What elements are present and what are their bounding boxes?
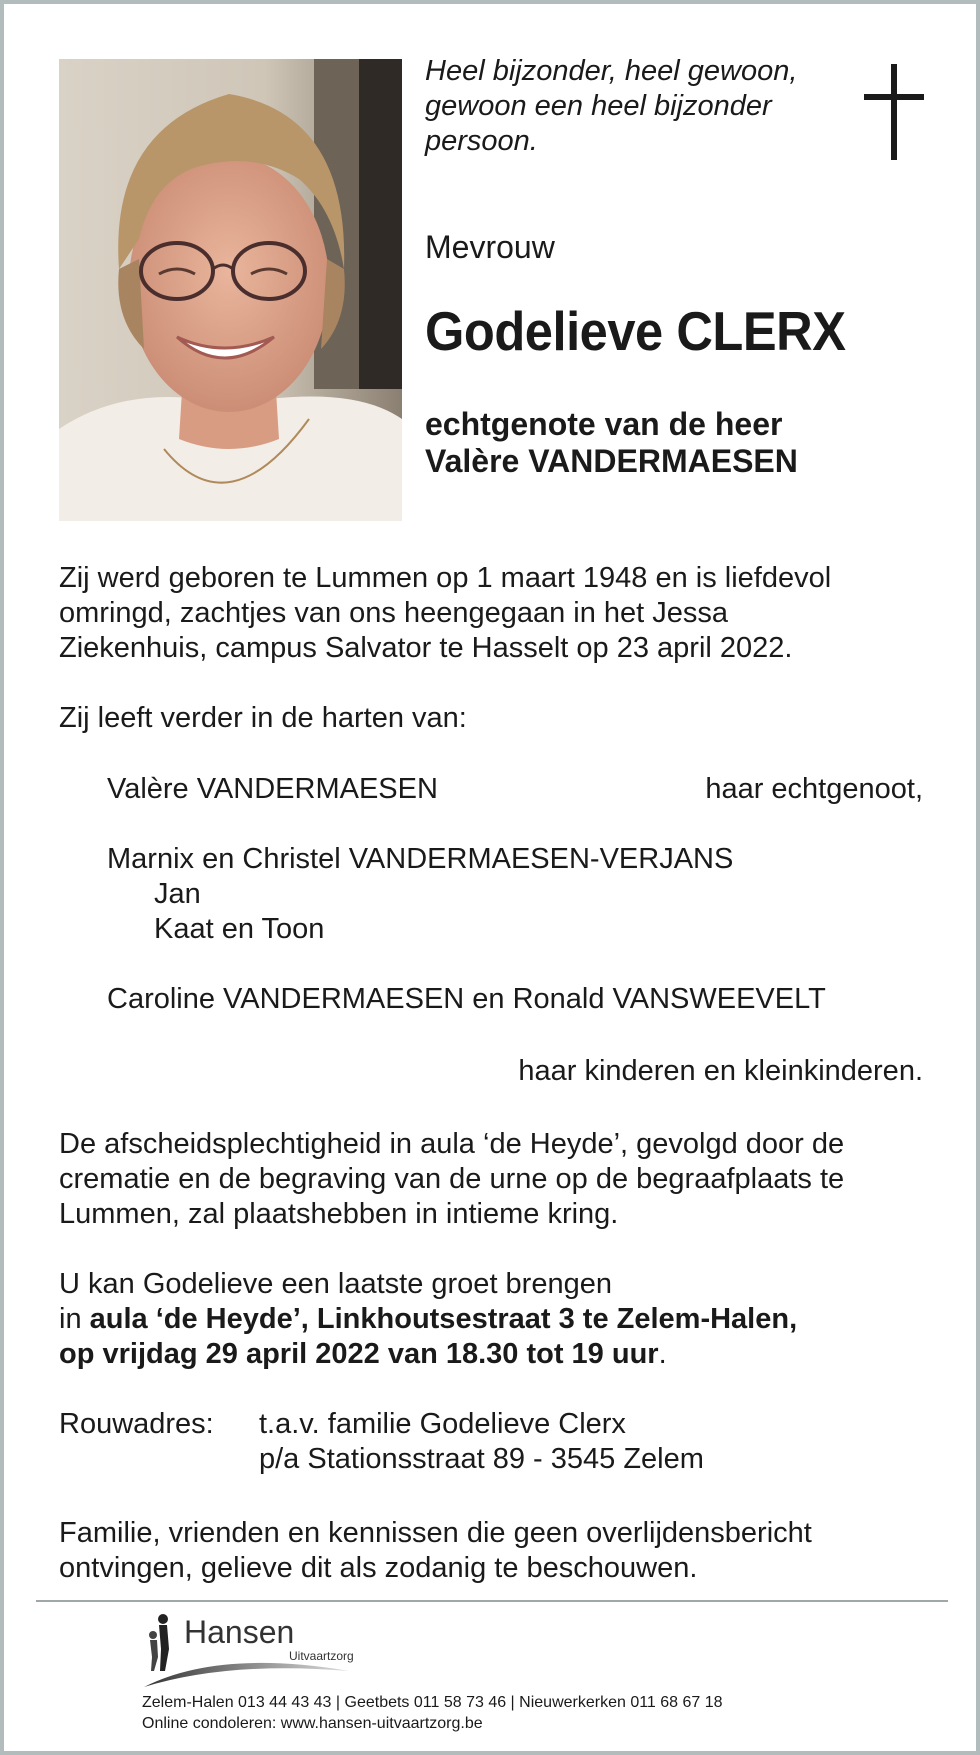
greeting-line: U kan Godelieve een laatste groet brengen — [59, 1268, 612, 1300]
grandchild: Kaat en Toon — [154, 913, 325, 945]
motto-line: Heel bijzonder, heel gewoon, — [425, 55, 798, 87]
spouse-name: Valère VANDERMAESEN — [425, 443, 798, 479]
husband-role: haar echtgenoot, — [705, 773, 923, 805]
portrait-illustration — [59, 59, 402, 521]
spouse-line — [425, 406, 798, 480]
cross-icon — [864, 64, 924, 164]
greeting-time: op vrijdag 29 april 2022 van 18.30 tot 19 uur — [59, 1338, 659, 1370]
title-prefix: Mevrouw — [425, 229, 555, 265]
spouse-relation: echtgenote van de heer — [425, 406, 783, 442]
footer-phones: Zelem-Halen 013 44 43 43 | Geetbets 011 58 73 46 | Nieuwerkerken 011 68 67 18 — [142, 1694, 723, 1711]
closing-line: ontvingen, gelieve dit als zodanig te beschouwen. — [59, 1552, 698, 1584]
footer-online-link[interactable]: Online condoleren: www.hansen-uitvaartzorg.be — [142, 1715, 483, 1732]
address-label: Rouwadres: — [59, 1408, 214, 1440]
children-role: haar kinderen en kleinkinderen. — [518, 1055, 923, 1087]
address-block — [259, 1407, 704, 1477]
address-line: p/a Stationsstraat 89 - 3545 Zelem — [259, 1443, 704, 1475]
child-couple: Marnix en Christel VANDERMAESEN-VERJANS — [107, 843, 734, 875]
footer-divider — [36, 1600, 948, 1602]
motto — [425, 54, 845, 159]
logo-subtitle: Uitvaartzorg — [289, 1649, 354, 1663]
grandchild: Jan — [154, 878, 201, 910]
intro-line: Ziekenhuis, campus Salvator te Hasselt op 23 april 2022. — [59, 632, 793, 664]
closing-paragraph — [59, 1516, 939, 1586]
greeting-suffix: . — [658, 1338, 667, 1370]
deceased-name: Godelieve CLERX — [425, 300, 846, 362]
greeting-paragraph — [59, 1267, 939, 1372]
intro-paragraph — [59, 561, 939, 666]
intro-line: omringd, zachtjes van ons heengegaan in het Jessa — [59, 597, 729, 629]
ceremony-line: Lummen, zal plaatshebben in intieme kring. — [59, 1198, 619, 1230]
ceremony-line: crematie en de begraving van de urne op de begraafplaats te — [59, 1163, 845, 1195]
motto-line: persoon. — [425, 125, 538, 157]
closing-line: Familie, vrienden en kennissen die geen overlijdensbericht — [59, 1517, 812, 1549]
child-couple: Caroline VANDERMAESEN en Ronald VANSWEEVELT — [107, 983, 826, 1015]
logo-name: Hansen — [184, 1614, 295, 1650]
ceremony-paragraph — [59, 1127, 939, 1232]
intro-line: Zij werd geboren te Lummen op 1 maart 1948 en is liefdevol — [59, 562, 832, 594]
greeting-location: aula ‘de Heyde’, Linkhoutsestraat 3 te Zelem-Halen, — [89, 1303, 798, 1335]
husband-name: Valère VANDERMAESEN — [107, 773, 438, 805]
portrait-photo — [59, 59, 402, 521]
footer-contact — [142, 1692, 723, 1734]
lives-on-line: Zij leeft verder in de harten van: — [59, 702, 467, 734]
motto-line: gewoon een heel bijzonder — [425, 90, 772, 122]
ceremony-line: De afscheidsplechtigheid in aula ‘de Heyde’, gevolgd door de — [59, 1128, 845, 1160]
greeting-prefix: in — [59, 1303, 90, 1335]
address-line: t.a.v. familie Godelieve Clerx — [259, 1408, 626, 1440]
